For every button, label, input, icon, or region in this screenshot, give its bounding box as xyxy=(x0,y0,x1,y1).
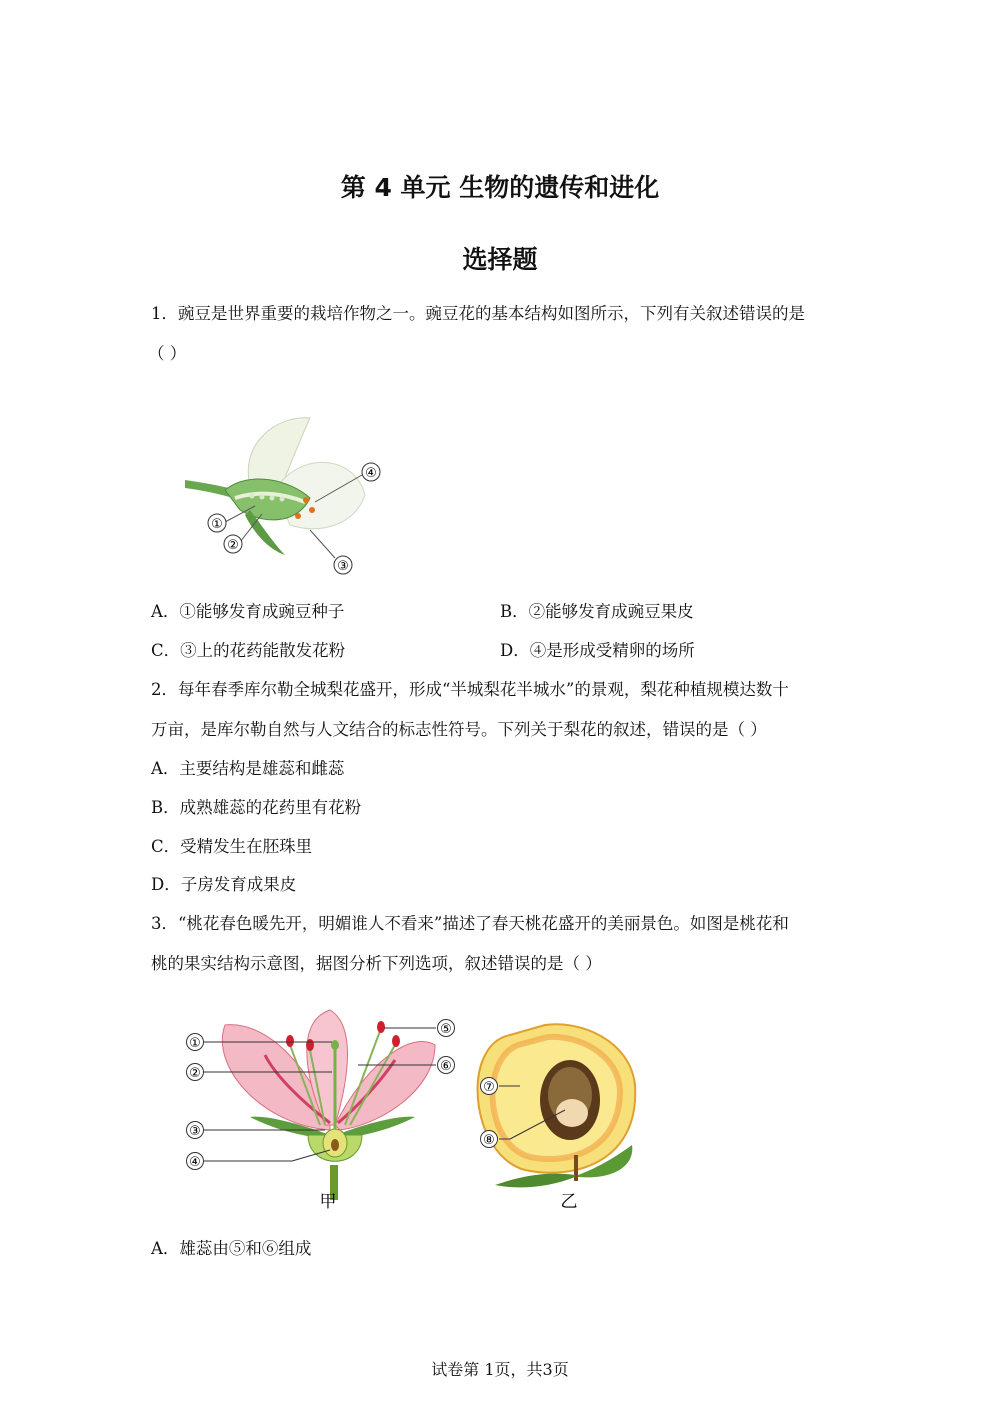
q1-option-c: C．③上的花药能散发花粉 xyxy=(151,641,346,660)
q2-option-a: A．主要结构是雄蕊和雌蕊 xyxy=(151,759,345,778)
q1-stem-line1: 1．豌豆是世界重要的栽培作物之一。豌豆花的基本结构如图所示，下列有关叙述错误的是 xyxy=(151,304,805,323)
q2-stem-line1: 2．每年春季库尔勒全城梨花盛开，形成“半城梨花半城水”的景观，梨花种植规模达数十 xyxy=(151,680,789,699)
peach-flower-fruit-figure xyxy=(180,1005,650,1220)
section-title: 选择题 xyxy=(462,245,538,274)
q2-stem-line2: 万亩，是库尔勒自然与人文结合的标志性符号。下列关于梨花的叙述，错误的是（ ） xyxy=(151,720,767,739)
q3-label-6: ⑥ xyxy=(440,1059,452,1074)
page-footer: 试卷第 1页，共3页 xyxy=(431,1360,569,1379)
q2-option-d: D．子房发育成果皮 xyxy=(151,875,297,894)
q3-stem-line1: 3．“桃花春色暖先开，明媚谁人不看来”描述了春天桃花盛开的美丽景色。如图是桃花和 xyxy=(151,914,789,933)
page-title: 第 4 单元 生物的遗传和进化 xyxy=(340,173,660,202)
q1-label-3: ③ xyxy=(337,559,349,574)
q1-option-d: D．④是形成受精卵的场所 xyxy=(500,641,695,660)
q3-label-2: ② xyxy=(189,1066,201,1081)
q1-label-2: ② xyxy=(227,538,239,553)
q3-stem-line2: 桃的果实结构示意图，据图分析下列选项，叙述错误的是（ ） xyxy=(151,954,602,973)
q3-label-4: ④ xyxy=(189,1155,201,1170)
q1-option-a: A．①能够发育成豌豆种子 xyxy=(151,602,345,621)
q3-label-1: ① xyxy=(189,1036,201,1051)
q3-option-a: A．雄蕊由⑤和⑥组成 xyxy=(151,1239,312,1258)
q2-option-c: C．受精发生在胚珠里 xyxy=(151,837,313,856)
q3-label-3: ③ xyxy=(189,1124,201,1139)
q2-option-b: B．成熟雄蕊的花药里有花粉 xyxy=(151,798,362,817)
q3-label-7: ⑦ xyxy=(483,1080,495,1095)
q3-label-5: ⑤ xyxy=(440,1022,452,1037)
q1-stem-line2: （ ） xyxy=(148,344,187,363)
q1-option-b: B．②能够发育成豌豆果皮 xyxy=(500,602,694,621)
q1-label-1: ① xyxy=(211,517,223,532)
q3-caption-jia: 甲 xyxy=(319,1192,337,1212)
q3-caption-yi: 乙 xyxy=(560,1192,578,1212)
q3-label-8: ⑧ xyxy=(483,1133,495,1148)
q1-label-4: ④ xyxy=(365,466,377,481)
pea-flower-figure xyxy=(180,410,390,580)
